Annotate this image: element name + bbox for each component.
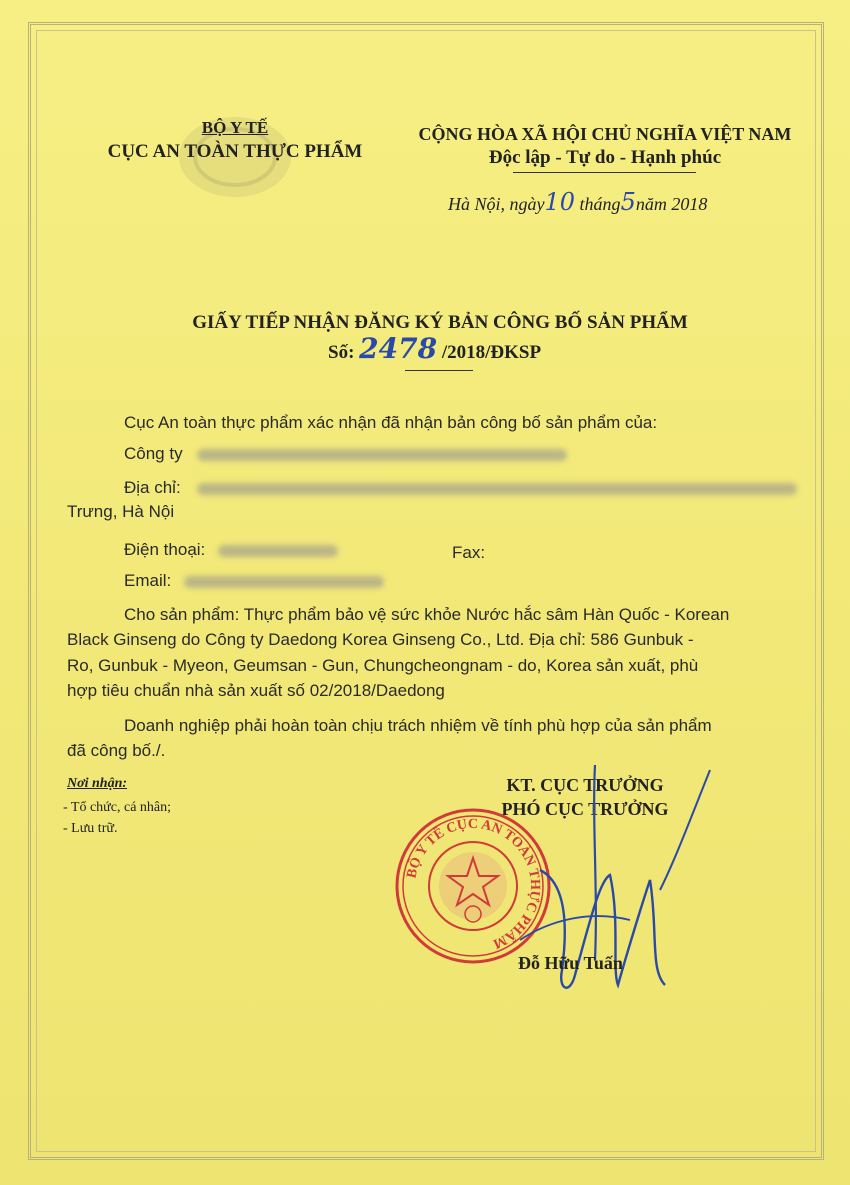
signature-title-2: PHÓ CỤC TRƯỞNG [501,799,669,819]
phone-row [124,540,338,560]
responsibility-line-1: Doanh nghiệp phải hoàn toàn chịu trách nhiệm về tính phù hợp của sản phẩm [124,716,712,735]
date-month-handwritten: 5 [620,188,636,216]
product-line-3: Ro, Gunbuk - Myeon, Geumsan - Gun, Chungcheongnam - do, Korea sản xuất, phù [67,656,699,675]
ministry-name: BỘ Y TẾ [201,118,269,137]
title-underline [405,370,473,371]
number-suffix: /2018/ĐKSP [441,342,542,363]
company-row [124,444,567,464]
responsibility-line-2: đã công bố./. [67,741,166,760]
email-row [124,571,384,591]
recipients-label: Nơi nhận: [67,776,128,791]
intro-text: Cục An toàn thực phẩm xác nhận đã nhận bản công bố sản phẩm của: [124,413,658,432]
date-month-word: tháng [579,194,621,214]
address-redacted [197,483,797,495]
recipient-item-2: - Lưu trữ. [63,821,118,836]
document-title: GIẤY TIẾP NHẬN ĐĂNG KÝ BẢN CÔNG BỐ SẢN PHẨM [192,312,688,333]
address-row [124,478,797,498]
company-label: Công ty [124,444,183,463]
address-end: Trưng, Hà Nội [67,502,175,521]
seal-top-text: BỘ Y TẾ [404,825,448,880]
country-name: CỘNG HÒA XÃ HỘI CHỦ NGHĨA VIỆT NAM [418,124,792,144]
signer-name: Đỗ Hữu Tuấn [518,953,623,973]
phone-redacted [218,545,338,557]
company-name-redacted [197,449,567,461]
date-year: năm 2018 [635,194,708,214]
product-line-2: Black Ginseng do Công ty Daedong Korea Ginseng Co., Ltd. Địa chỉ: 586 Gunbuk - [67,630,694,649]
handwritten-signature [500,760,720,1020]
national-motto: Độc lập - Tự do - Hạnh phúc [488,147,722,168]
email-label: Email: [124,571,172,590]
number-label: Số: [328,342,355,363]
address-label: Địa chỉ: [124,478,181,497]
agency-name: CỤC AN TOÀN THỰC PHẨM [107,141,363,162]
email-redacted [184,576,384,588]
fax-label: Fax: [452,543,486,562]
signature-title-1: KT. CỤC TRƯỞNG [506,775,664,795]
number-handwritten: 2478 [359,332,438,365]
motto-underline [513,172,696,173]
seal-agency-text: CỤC AN TOÀN THỰC PHẨM [444,816,543,952]
phone-label: Điện thoại: [124,540,206,559]
product-line-1: Cho sản phẩm: Thực phẩm bảo vệ sức khỏe Nước hắc sâm Hàn Quốc - Korean [124,605,730,624]
recipient-item-1: - Tổ chức, cá nhân; [63,800,172,815]
date-prefix: Hà Nội, ngày [448,194,545,214]
date-line [448,188,707,216]
document-number [328,332,541,365]
product-line-4: hợp tiêu chuẩn nhà sản xuất số 02/2018/Daedong [67,681,445,700]
date-day-handwritten: 10 [544,188,576,216]
